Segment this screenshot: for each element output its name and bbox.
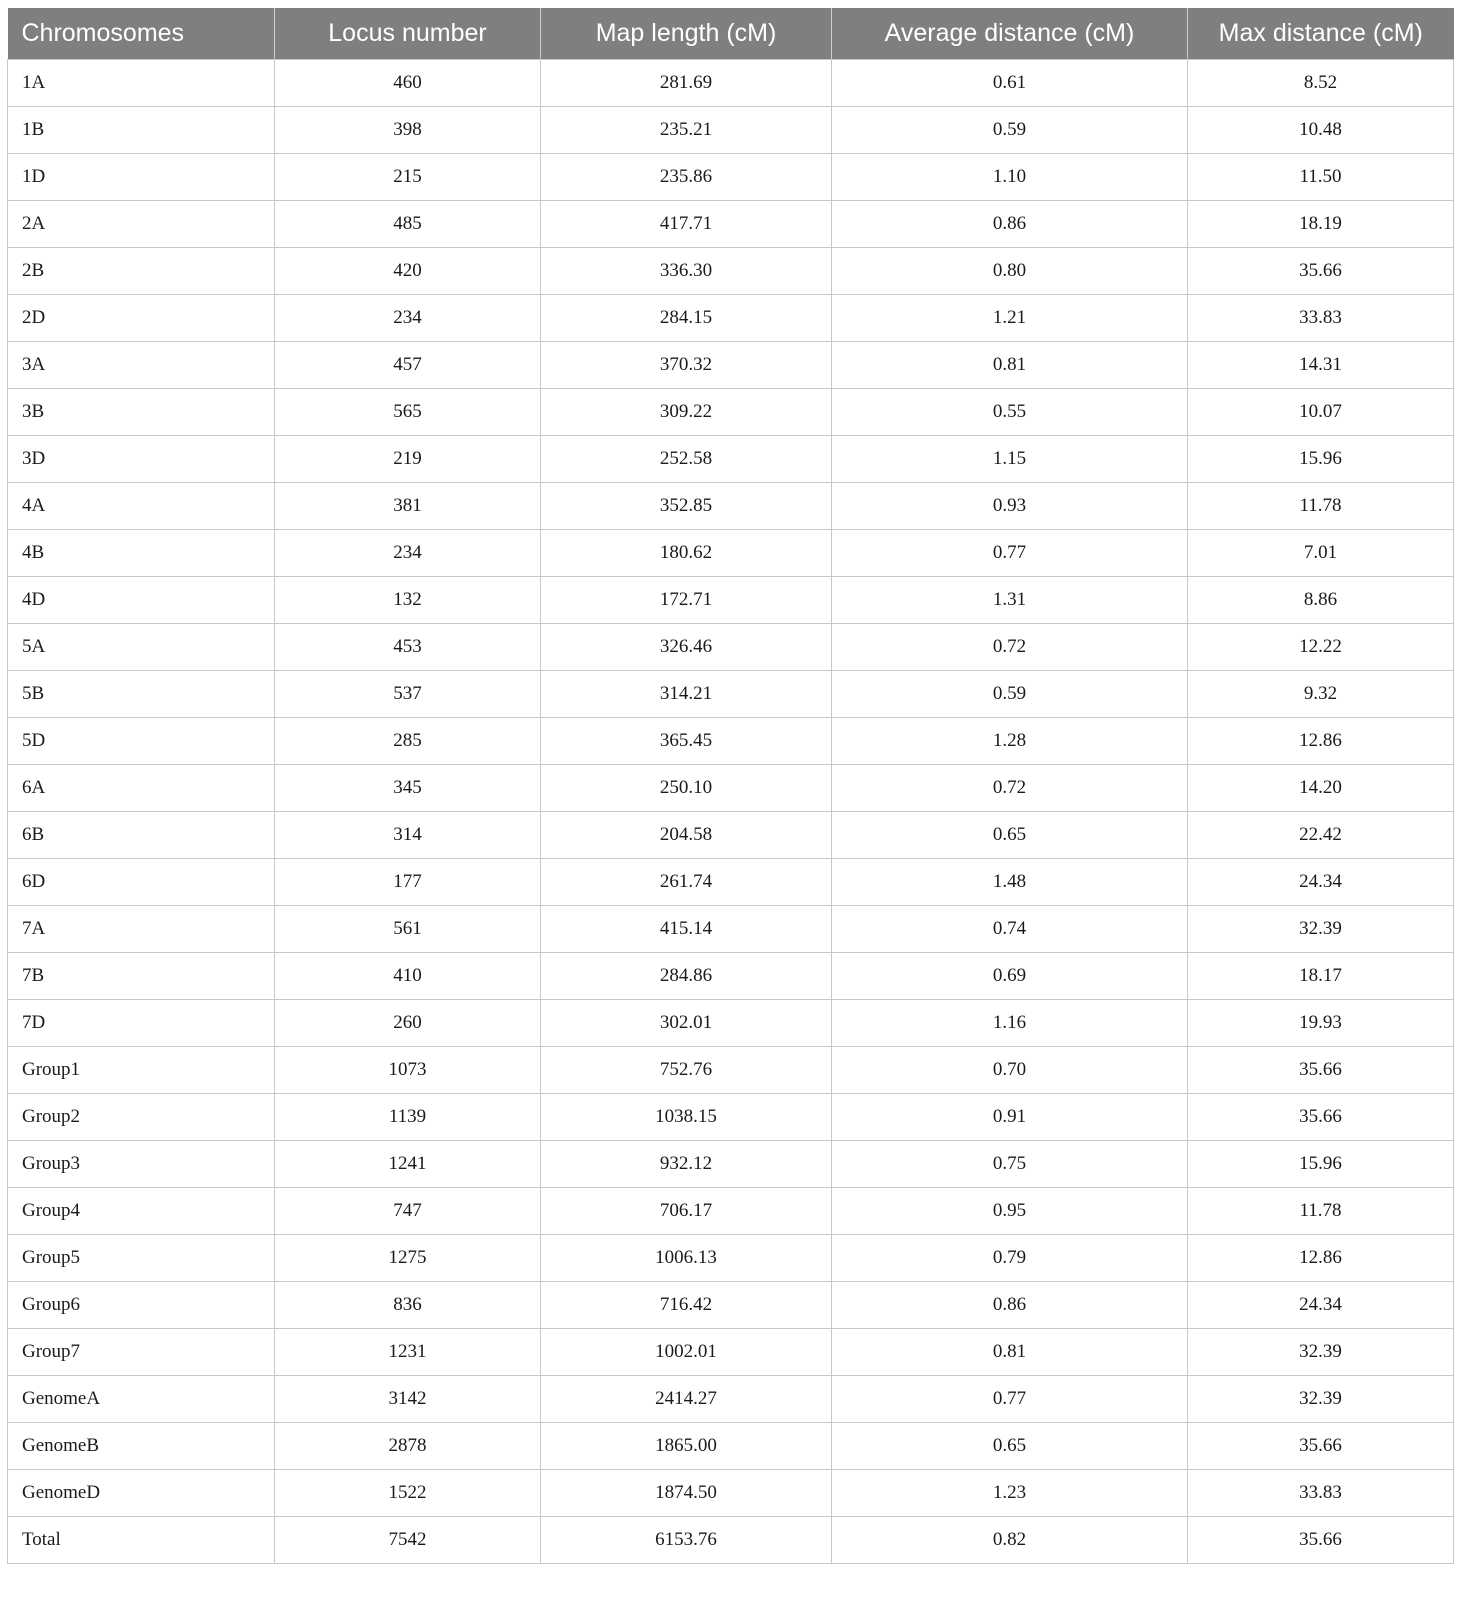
map-length-cell: 365.45	[541, 718, 832, 765]
average-distance-cell: 0.86	[832, 1282, 1188, 1329]
chromosome-cell: GenomeA	[8, 1376, 275, 1423]
max-distance-cell: 24.34	[1188, 859, 1454, 906]
max-distance-cell: 8.86	[1188, 577, 1454, 624]
average-distance-cell: 0.70	[832, 1047, 1188, 1094]
table-body	[8, 60, 1454, 1564]
map-length-cell: 326.46	[541, 624, 832, 671]
table-row	[8, 1376, 1454, 1423]
average-distance-cell: 0.74	[832, 906, 1188, 953]
average-distance-cell: 0.65	[832, 812, 1188, 859]
max-distance-cell: 35.66	[1188, 1047, 1454, 1094]
map-length-cell: 235.86	[541, 154, 832, 201]
map-length-cell: 261.74	[541, 859, 832, 906]
locus-number-cell: 234	[275, 530, 541, 577]
chromosome-cell: 4B	[8, 530, 275, 577]
table-row	[8, 1188, 1454, 1235]
map-length-cell: 180.62	[541, 530, 832, 577]
header-map-length: Map length (cM)	[541, 8, 832, 60]
locus-number-cell: 314	[275, 812, 541, 859]
max-distance-cell: 33.83	[1188, 295, 1454, 342]
locus-number-cell: 3142	[275, 1376, 541, 1423]
max-distance-cell: 10.48	[1188, 107, 1454, 154]
average-distance-cell: 1.10	[832, 154, 1188, 201]
chromosome-cell: Group7	[8, 1329, 275, 1376]
table-row	[8, 1282, 1454, 1329]
average-distance-cell: 0.81	[832, 1329, 1188, 1376]
average-distance-cell: 0.80	[832, 248, 1188, 295]
max-distance-cell: 33.83	[1188, 1470, 1454, 1517]
chromosome-cell: 7A	[8, 906, 275, 953]
map-length-cell: 417.71	[541, 201, 832, 248]
table-row	[8, 389, 1454, 436]
map-length-cell: 2414.27	[541, 1376, 832, 1423]
chromosome-cell: Total	[8, 1517, 275, 1564]
map-length-cell: 415.14	[541, 906, 832, 953]
map-length-cell: 314.21	[541, 671, 832, 718]
map-length-cell: 1865.00	[541, 1423, 832, 1470]
table-row	[8, 530, 1454, 577]
table-row	[8, 765, 1454, 812]
chromosome-cell: GenomeD	[8, 1470, 275, 1517]
table-row	[8, 60, 1454, 107]
locus-number-cell: 1139	[275, 1094, 541, 1141]
chromosome-cell: Group1	[8, 1047, 275, 1094]
map-length-cell: 1006.13	[541, 1235, 832, 1282]
map-length-cell: 204.58	[541, 812, 832, 859]
table-row	[8, 1470, 1454, 1517]
average-distance-cell: 0.69	[832, 953, 1188, 1000]
max-distance-cell: 10.07	[1188, 389, 1454, 436]
max-distance-cell: 11.78	[1188, 483, 1454, 530]
chromosome-cell: 2D	[8, 295, 275, 342]
average-distance-cell: 0.55	[832, 389, 1188, 436]
locus-number-cell: 836	[275, 1282, 541, 1329]
max-distance-cell: 35.66	[1188, 1517, 1454, 1564]
chromosome-cell: Group5	[8, 1235, 275, 1282]
locus-number-cell: 345	[275, 765, 541, 812]
table-header	[8, 8, 1454, 60]
average-distance-cell: 0.77	[832, 1376, 1188, 1423]
max-distance-cell: 35.66	[1188, 1423, 1454, 1470]
chromosome-cell: 1B	[8, 107, 275, 154]
linkage-map-table-container	[7, 8, 1453, 1564]
max-distance-cell: 35.66	[1188, 248, 1454, 295]
chromosome-cell: Group2	[8, 1094, 275, 1141]
chromosome-cell: 6B	[8, 812, 275, 859]
map-length-cell: 352.85	[541, 483, 832, 530]
chromosome-cell: 6A	[8, 765, 275, 812]
table-row	[8, 154, 1454, 201]
map-length-cell: 932.12	[541, 1141, 832, 1188]
table-row	[8, 201, 1454, 248]
table-row	[8, 295, 1454, 342]
map-length-cell: 752.76	[541, 1047, 832, 1094]
locus-number-cell: 177	[275, 859, 541, 906]
average-distance-cell: 0.91	[832, 1094, 1188, 1141]
average-distance-cell: 1.16	[832, 1000, 1188, 1047]
map-length-cell: 309.22	[541, 389, 832, 436]
max-distance-cell: 14.31	[1188, 342, 1454, 389]
max-distance-cell: 14.20	[1188, 765, 1454, 812]
header-chromosomes: Chromosomes	[8, 8, 275, 60]
map-length-cell: 1874.50	[541, 1470, 832, 1517]
locus-number-cell: 457	[275, 342, 541, 389]
locus-number-cell: 1241	[275, 1141, 541, 1188]
locus-number-cell: 1522	[275, 1470, 541, 1517]
average-distance-cell: 0.82	[832, 1517, 1188, 1564]
table-row	[8, 671, 1454, 718]
average-distance-cell: 0.72	[832, 624, 1188, 671]
chromosome-cell: Group3	[8, 1141, 275, 1188]
table-row	[8, 1047, 1454, 1094]
average-distance-cell: 0.65	[832, 1423, 1188, 1470]
locus-number-cell: 398	[275, 107, 541, 154]
max-distance-cell: 35.66	[1188, 1094, 1454, 1141]
table-row	[8, 1423, 1454, 1470]
chromosome-cell: 5A	[8, 624, 275, 671]
chromosome-cell: 3B	[8, 389, 275, 436]
max-distance-cell: 11.78	[1188, 1188, 1454, 1235]
max-distance-cell: 18.17	[1188, 953, 1454, 1000]
locus-number-cell: 1073	[275, 1047, 541, 1094]
max-distance-cell: 22.42	[1188, 812, 1454, 859]
chromosome-cell: 3A	[8, 342, 275, 389]
max-distance-cell: 12.22	[1188, 624, 1454, 671]
locus-number-cell: 132	[275, 577, 541, 624]
map-length-cell: 235.21	[541, 107, 832, 154]
map-length-cell: 252.58	[541, 436, 832, 483]
locus-number-cell: 219	[275, 436, 541, 483]
table-row	[8, 718, 1454, 765]
locus-number-cell: 485	[275, 201, 541, 248]
table-row	[8, 859, 1454, 906]
table-row	[8, 436, 1454, 483]
table-row	[8, 1141, 1454, 1188]
max-distance-cell: 11.50	[1188, 154, 1454, 201]
locus-number-cell: 2878	[275, 1423, 541, 1470]
max-distance-cell: 24.34	[1188, 1282, 1454, 1329]
max-distance-cell: 15.96	[1188, 1141, 1454, 1188]
max-distance-cell: 19.93	[1188, 1000, 1454, 1047]
locus-number-cell: 285	[275, 718, 541, 765]
table-row	[8, 342, 1454, 389]
average-distance-cell: 1.23	[832, 1470, 1188, 1517]
locus-number-cell: 7542	[275, 1517, 541, 1564]
locus-number-cell: 420	[275, 248, 541, 295]
table-row	[8, 624, 1454, 671]
chromosome-cell: 7B	[8, 953, 275, 1000]
chromosome-cell: GenomeB	[8, 1423, 275, 1470]
average-distance-cell: 0.72	[832, 765, 1188, 812]
chromosome-cell: 1A	[8, 60, 275, 107]
max-distance-cell: 12.86	[1188, 718, 1454, 765]
average-distance-cell: 0.95	[832, 1188, 1188, 1235]
locus-number-cell: 381	[275, 483, 541, 530]
average-distance-cell: 0.86	[832, 201, 1188, 248]
max-distance-cell: 12.86	[1188, 1235, 1454, 1282]
average-distance-cell: 0.75	[832, 1141, 1188, 1188]
average-distance-cell: 0.77	[832, 530, 1188, 577]
chromosome-cell: 3D	[8, 436, 275, 483]
table-row	[8, 1329, 1454, 1376]
locus-number-cell: 234	[275, 295, 541, 342]
average-distance-cell: 1.48	[832, 859, 1188, 906]
locus-number-cell: 453	[275, 624, 541, 671]
average-distance-cell: 1.21	[832, 295, 1188, 342]
header-average-distance: Average distance (cM)	[832, 8, 1188, 60]
average-distance-cell: 0.93	[832, 483, 1188, 530]
map-length-cell: 1002.01	[541, 1329, 832, 1376]
max-distance-cell: 9.32	[1188, 671, 1454, 718]
table-row	[8, 953, 1454, 1000]
locus-number-cell: 460	[275, 60, 541, 107]
max-distance-cell: 8.52	[1188, 60, 1454, 107]
max-distance-cell: 7.01	[1188, 530, 1454, 577]
chromosome-cell: 4D	[8, 577, 275, 624]
locus-number-cell: 215	[275, 154, 541, 201]
table-row	[8, 1235, 1454, 1282]
table-row	[8, 906, 1454, 953]
locus-number-cell: 260	[275, 1000, 541, 1047]
average-distance-cell: 0.59	[832, 671, 1188, 718]
locus-number-cell: 1231	[275, 1329, 541, 1376]
max-distance-cell: 32.39	[1188, 1376, 1454, 1423]
chromosome-cell: 2A	[8, 201, 275, 248]
average-distance-cell: 0.79	[832, 1235, 1188, 1282]
map-length-cell: 1038.15	[541, 1094, 832, 1141]
average-distance-cell: 0.81	[832, 342, 1188, 389]
average-distance-cell: 0.61	[832, 60, 1188, 107]
locus-number-cell: 565	[275, 389, 541, 436]
header-locus-number: Locus number	[275, 8, 541, 60]
table-row	[8, 248, 1454, 295]
map-length-cell: 284.15	[541, 295, 832, 342]
table-row	[8, 1094, 1454, 1141]
map-length-cell: 370.32	[541, 342, 832, 389]
map-length-cell: 336.30	[541, 248, 832, 295]
max-distance-cell: 32.39	[1188, 1329, 1454, 1376]
max-distance-cell: 32.39	[1188, 906, 1454, 953]
map-length-cell: 281.69	[541, 60, 832, 107]
chromosome-cell: 2B	[8, 248, 275, 295]
chromosome-cell: 1D	[8, 154, 275, 201]
map-length-cell: 716.42	[541, 1282, 832, 1329]
chromosome-cell: 7D	[8, 1000, 275, 1047]
table-row	[8, 1000, 1454, 1047]
map-length-cell: 6153.76	[541, 1517, 832, 1564]
table-row	[8, 577, 1454, 624]
average-distance-cell: 1.31	[832, 577, 1188, 624]
max-distance-cell: 15.96	[1188, 436, 1454, 483]
map-length-cell: 302.01	[541, 1000, 832, 1047]
chromosome-cell: 5B	[8, 671, 275, 718]
chromosome-cell: 5D	[8, 718, 275, 765]
map-length-cell: 172.71	[541, 577, 832, 624]
chromosome-cell: Group6	[8, 1282, 275, 1329]
map-length-cell: 250.10	[541, 765, 832, 812]
max-distance-cell: 18.19	[1188, 201, 1454, 248]
header-max-distance: Max distance (cM)	[1188, 8, 1454, 60]
average-distance-cell: 1.15	[832, 436, 1188, 483]
header-row	[8, 8, 1454, 60]
average-distance-cell: 0.59	[832, 107, 1188, 154]
table-row	[8, 1517, 1454, 1564]
locus-number-cell: 747	[275, 1188, 541, 1235]
chromosome-cell: Group4	[8, 1188, 275, 1235]
map-length-cell: 284.86	[541, 953, 832, 1000]
chromosome-cell: 4A	[8, 483, 275, 530]
table-row	[8, 483, 1454, 530]
locus-number-cell: 1275	[275, 1235, 541, 1282]
map-length-cell: 706.17	[541, 1188, 832, 1235]
locus-number-cell: 410	[275, 953, 541, 1000]
locus-number-cell: 561	[275, 906, 541, 953]
average-distance-cell: 1.28	[832, 718, 1188, 765]
table-row	[8, 107, 1454, 154]
linkage-map-table	[7, 8, 1454, 1564]
table-row	[8, 812, 1454, 859]
locus-number-cell: 537	[275, 671, 541, 718]
chromosome-cell: 6D	[8, 859, 275, 906]
